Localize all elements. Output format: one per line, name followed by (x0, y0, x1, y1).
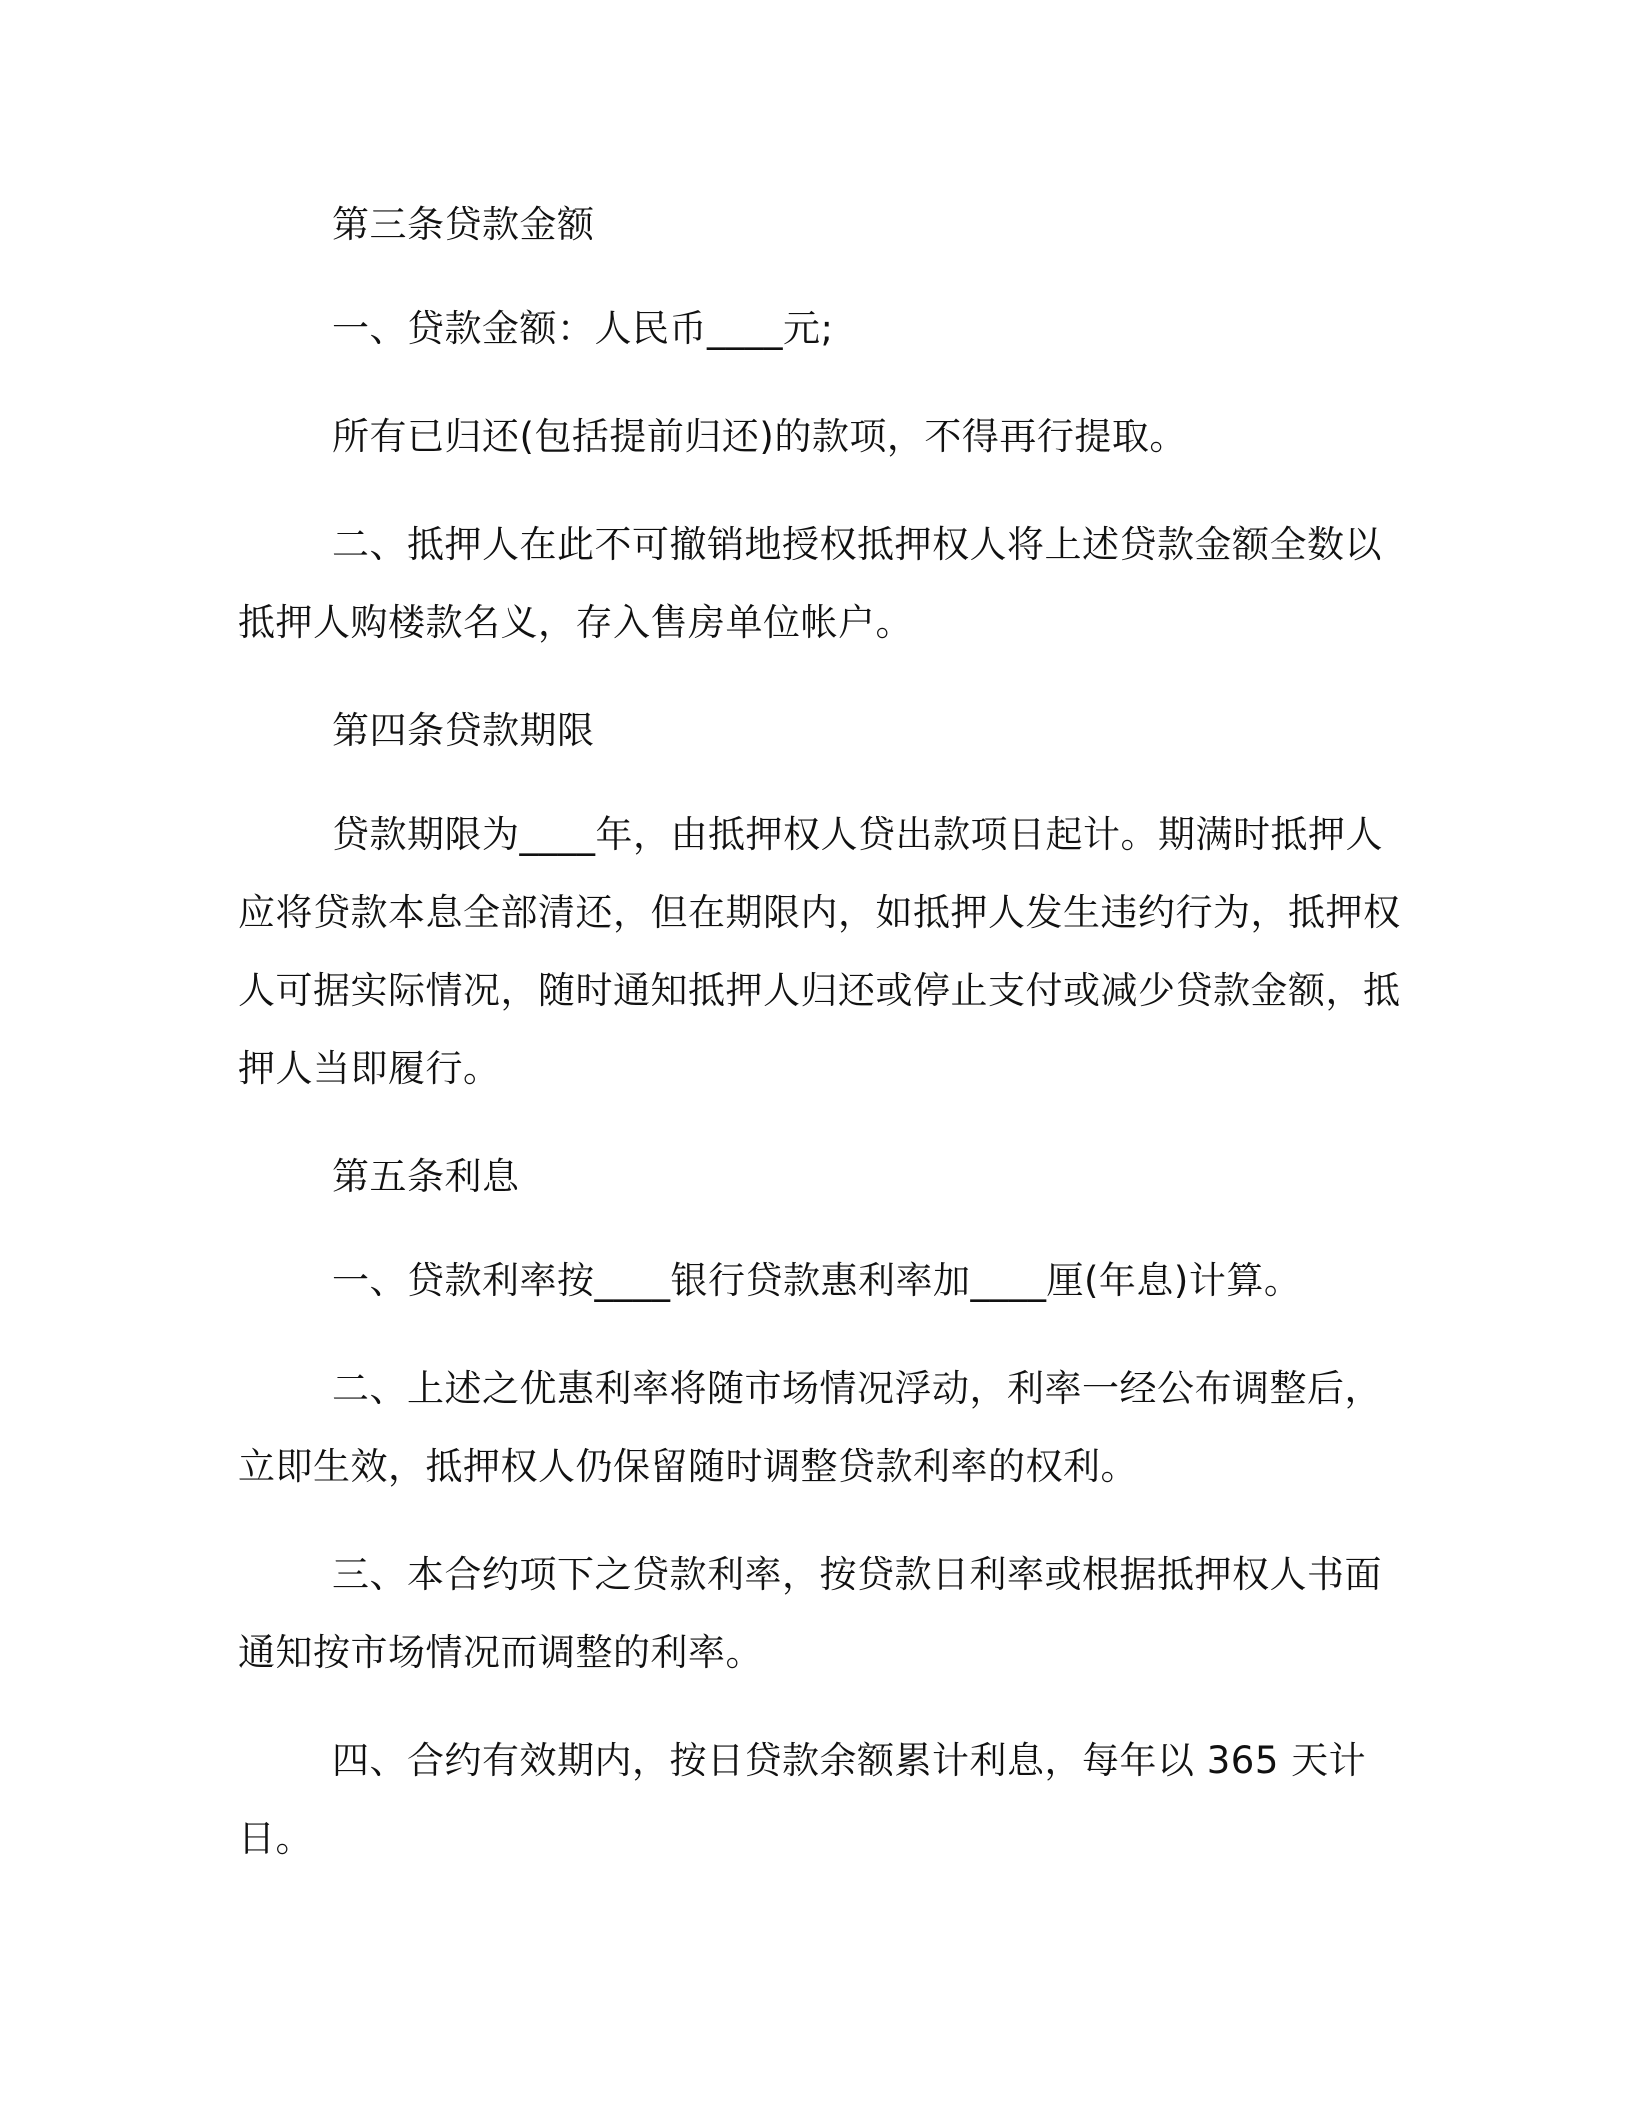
document-body (238, 186, 1418, 1908)
article-4-heading: 第四条贷款期限 (332, 709, 595, 752)
article-3-note: 所有已归还(包括提前归还)的款项，不得再行提取。 (332, 415, 1187, 458)
article-5-clause-4: 四、合约有效期内，按日贷款余额累计利息，每年以 365 天计日。 (238, 1739, 1367, 1860)
article-5-heading: 第五条利息 (332, 1155, 520, 1198)
article-3-clause-2: 二、抵押人在此不可撤销地授权抵押权人将上述贷款金额全数以抵押人购楼款名义，存入售房单位帐户。 (238, 523, 1382, 644)
article-3-clause-1: 一、贷款金额：人民币____元; (332, 307, 834, 350)
article-5-clause-1: 一、贷款利率按____银行贷款惠利率加____厘(年息)计算。 (332, 1259, 1302, 1302)
article-4-body: 贷款期限为____年，由抵押权人贷出款项日起计。期满时抵押人应将贷款本息全部清还，但在期限内，如抵押人发生违约行为，抵押权人可据实际情况，随时通知抵押人归还或停止支付或减少贷款金额，抵押人当即履行。 (238, 813, 1401, 1090)
article-5-clause-2: 二、上述之优惠利率将随市场情况浮动，利率一经公布调整后，立即生效，抵押权人仍保留随时调整贷款利率的权利。 (238, 1367, 1382, 1488)
article-3-heading: 第三条贷款金额 (332, 203, 595, 246)
article-5-clause-3: 三、本合约项下之贷款利率，按贷款日利率或根据抵押权人书面通知按市场情况而调整的利率。 (238, 1553, 1382, 1674)
